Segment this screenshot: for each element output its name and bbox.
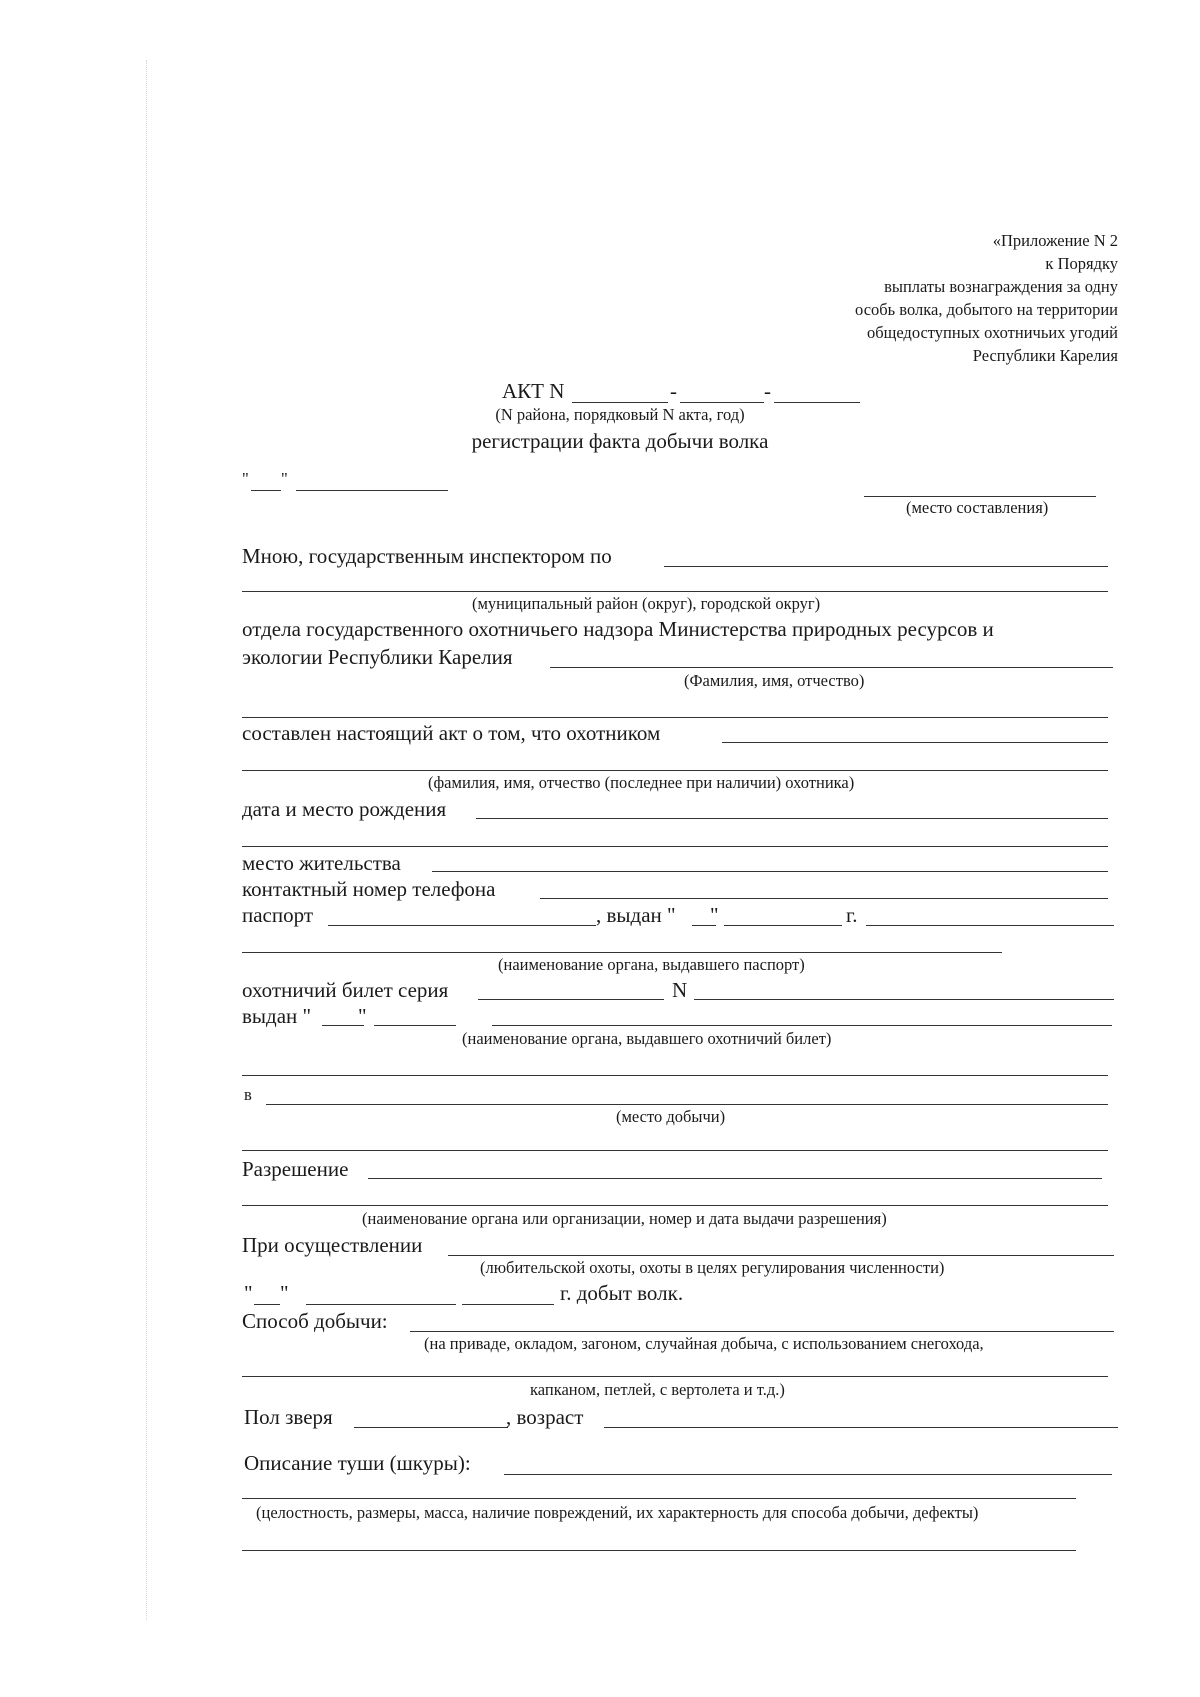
department-line-1: отдела государственного охотничьего надзора Министерства природных ресурсов и [242,617,994,641]
sex-field[interactable] [354,1427,508,1428]
age-label: , возраст [506,1405,584,1429]
hunter-name-field-2[interactable] [242,770,1108,771]
carcass-field[interactable] [504,1474,1112,1475]
carcass-field-2[interactable] [242,1498,1076,1499]
date-quote-close: " [281,469,288,488]
kill-place-hint: (место добычи) [616,1107,726,1126]
passport-year-suffix: г. [846,903,858,927]
appendix-line: особь волка, добытого на территории [855,300,1118,319]
permit-field[interactable] [368,1178,1102,1179]
carcass-label: Описание туши (шкуры): [244,1451,471,1475]
appendix-line: «Приложение N 2 [992,231,1118,250]
act-subject: регистрации факта добычи волка [471,429,769,453]
license-org-field[interactable] [492,1025,1112,1026]
kill-date-quote-open: " [244,1281,253,1305]
kill-place-field-2[interactable] [242,1150,1108,1151]
scan-edge-dots [146,60,147,1620]
appendix-line: общедоступных охотничьих угодий [866,323,1118,342]
passport-org-field[interactable] [242,952,1002,953]
license-quote-close: " [358,1004,367,1028]
district-hint: (муниципальный район (округ), городской округ) [472,594,821,613]
residence-label: место жительства [242,851,401,875]
appendix-line: выплаты вознаграждения за одну [884,277,1118,296]
department-line-2: экологии Республики Карелия [242,645,513,669]
license-org-hint: (наименование органа, выдавшего охотничий билет) [462,1029,832,1048]
birth-field[interactable] [476,818,1108,819]
method-hint-1: (на приваде, окладом, загоном, случайная добыча, с использованием снегохода, [424,1334,984,1353]
method-hint-2: капканом, петлей, с вертолета и т.д.) [530,1380,785,1399]
birth-label: дата и место рождения [242,797,447,821]
inspector-fio-field[interactable] [550,667,1113,668]
permit-label: Разрешение [242,1157,349,1181]
place-hint: (место составления) [906,498,1049,517]
passport-label: паспорт [242,903,314,927]
place-field[interactable] [864,496,1096,497]
inspector-district-field[interactable] [664,566,1108,567]
carcass-field-3[interactable] [242,1550,1076,1551]
passport-year-field[interactable] [866,925,1114,926]
sex-label: Пол зверя [244,1405,333,1429]
passport-number-field[interactable] [328,925,596,926]
date-day-field[interactable] [251,490,281,491]
during-label: При осуществлении [242,1233,423,1257]
passport-month-field[interactable] [724,925,842,926]
act-number-year-field[interactable] [774,402,860,403]
permit-field-2[interactable] [242,1205,1108,1206]
residence-field[interactable] [432,871,1108,872]
phone-label: контактный номер телефона [242,877,496,901]
inspector-label: Мною, государственным инспектором по [242,544,612,568]
date-month-year-field[interactable] [296,490,448,491]
method-label: Способ добычи: [242,1309,388,1333]
fio-hint: (Фамилия, имя, отчество) [684,671,865,690]
age-field[interactable] [604,1427,1118,1428]
inspector-district-field-2[interactable] [242,591,1108,592]
appendix-line: Республики Карелия [972,346,1118,365]
birth-field-2[interactable] [242,846,1108,847]
hunter-name-field[interactable] [722,742,1108,743]
passport-org-hint: (наименование органа, выдавшего паспорт) [498,955,805,974]
hunting-type-hint: (любительской охоты, охоты в целях регулирования численности) [480,1258,945,1277]
license-date-field[interactable] [374,1025,456,1026]
act-number-district-field[interactable] [572,402,668,403]
license-series-field[interactable] [478,999,664,1000]
passport-quote-close: " [710,903,719,927]
hunter-label: составлен настоящий акт о том, что охотником [242,721,661,745]
kill-date-quote-close: " [280,1281,289,1305]
act-dash: - [670,379,677,403]
license-label: охотничий билет серия [242,978,449,1002]
date-quote-open: " [242,469,249,488]
kill-day-field[interactable] [254,1304,280,1305]
appendix-line: к Порядку [1045,254,1118,273]
hunter-hint: (фамилия, имя, отчество (последнее при наличии) охотника) [428,773,855,792]
act-label: АКТ N [502,379,565,403]
passport-issued-label: , выдан " [596,903,676,927]
method-field[interactable] [410,1331,1114,1332]
permit-hint: (наименование органа или организации, номер и дата выдачи разрешения) [362,1209,887,1228]
hunting-type-field[interactable] [448,1255,1114,1256]
phone-field[interactable] [540,898,1108,899]
act-dash: - [764,379,771,403]
act-number-hint: (N района, порядковый N акта, год) [495,405,745,424]
appendix-block [855,229,1118,367]
in-label: в [244,1085,252,1104]
license-issued-label: выдан " [242,1004,312,1028]
wolf-taken-text: г. добыт волк. [560,1281,684,1305]
license-org-field-2[interactable] [242,1075,1108,1076]
inspector-fio-field-2[interactable] [242,717,1108,718]
act-number-serial-field[interactable] [680,402,764,403]
license-number-label: N [672,978,688,1002]
license-number-field[interactable] [694,999,1114,1000]
kill-month-field[interactable] [306,1304,456,1305]
method-field-2[interactable] [242,1376,1108,1377]
carcass-hint: (целостность, размеры, масса, наличие повреждений, их характерность для способа добычи, дефекты) [256,1503,979,1522]
kill-year-field[interactable] [462,1304,554,1305]
kill-place-field[interactable] [266,1104,1108,1105]
